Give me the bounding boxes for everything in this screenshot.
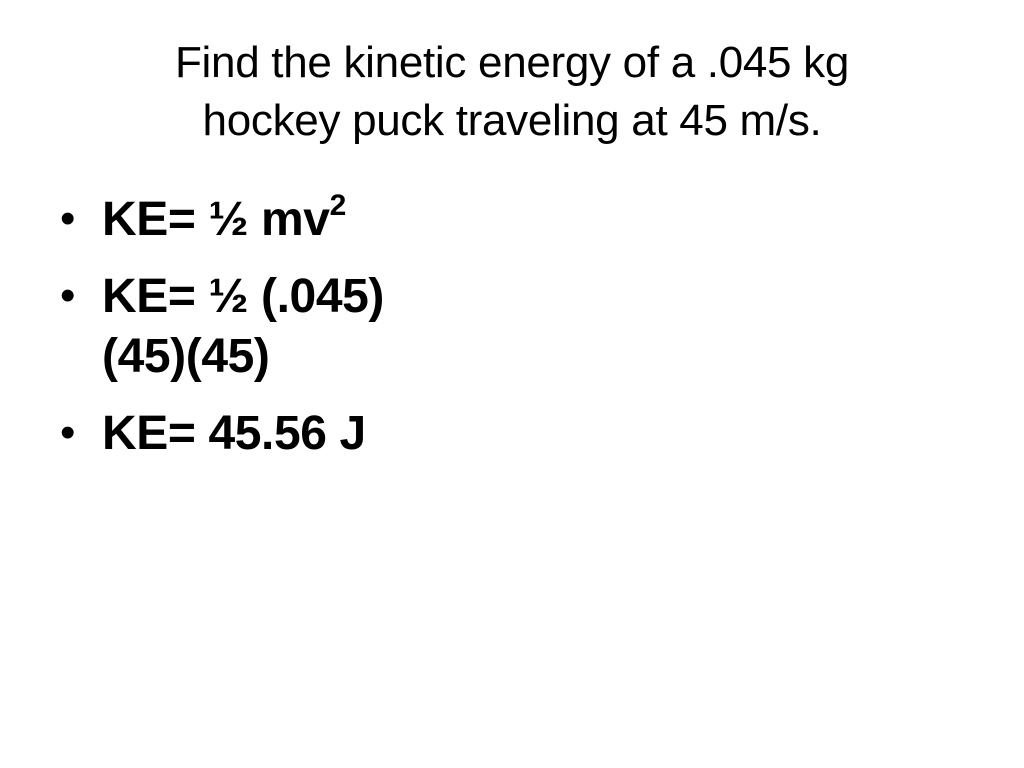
title-line-1: Find the kinetic energy of a .045 kg [174, 38, 850, 87]
bullet-substitution [60, 267, 580, 387]
bullet-answer [60, 404, 580, 464]
substitution-text [102, 267, 580, 387]
bullet-dot-icon: • [60, 194, 76, 243]
substitution-line-1: KE= ½ (.045) [102, 270, 385, 323]
bullet-dot-icon: • [60, 408, 76, 457]
formula-main: KE= ½ mv [102, 193, 330, 246]
bullet-formula [60, 190, 580, 250]
formula-text [102, 189, 346, 246]
formula-superscript: 2 [329, 189, 346, 222]
bullet-list [60, 190, 580, 464]
title-line-2: hockey puck traveling at 45 m/s. [202, 96, 822, 145]
slide-title [80, 34, 944, 150]
bullet-dot-icon: • [60, 271, 76, 320]
answer-text: KE= 45.56 J [102, 407, 366, 460]
substitution-line-2: (45)(45) [102, 330, 270, 383]
